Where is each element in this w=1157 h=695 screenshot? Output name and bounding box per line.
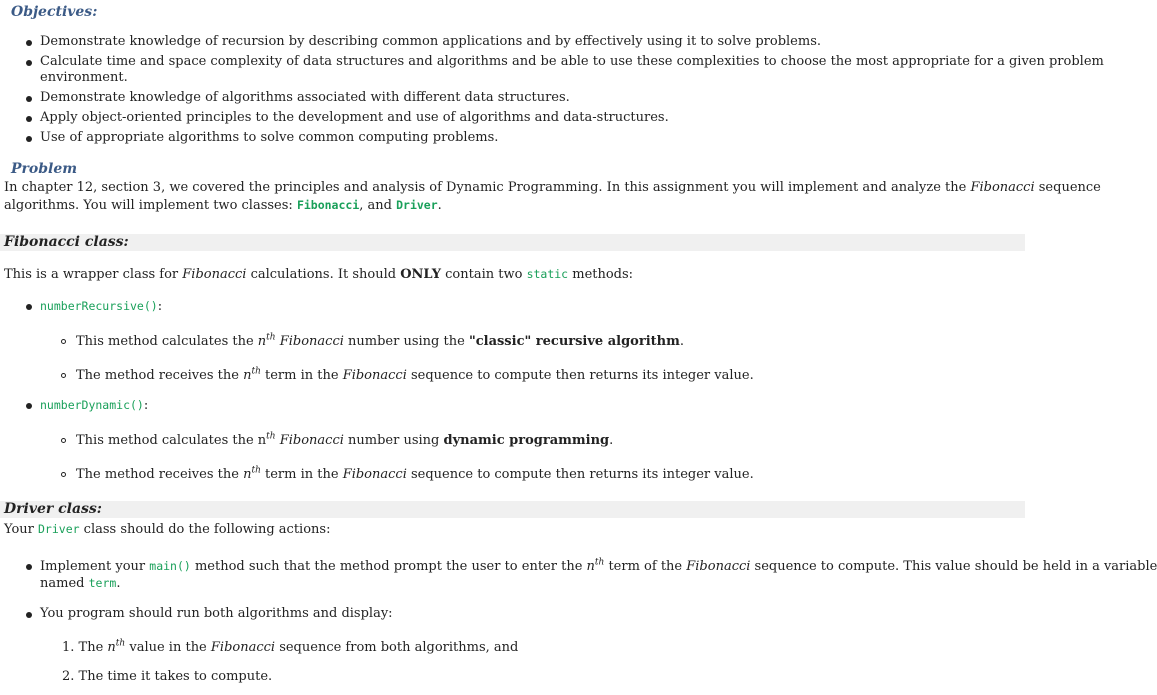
circle-bullet-icon: [61, 373, 66, 378]
method-numberdynamic: numberDynamic():: [40, 398, 149, 413]
bullet-icon: [26, 403, 32, 409]
bullet-icon: [26, 136, 32, 142]
circle-bullet-icon: [61, 339, 66, 344]
method2-desc-1: This method calculates the $n^{th}$ Fibonacci number using dynamic programming.: [76, 431, 614, 448]
method1-desc-2: The method receives the $n^{th}$ term in the Fibonacci sequence to compute then returns its integer value.: [76, 366, 754, 383]
objective-item: Demonstrate knowledge of recursion by describing common applications and by effectively using it to solve problems.: [40, 34, 821, 49]
fib-class-intro: This is a wrapper class for Fibonacci calculations. It should ONLY contain two static methods:: [4, 267, 634, 282]
numbered-item-2: 2. The time it takes to compute.: [62, 669, 273, 684]
driver-bullet-2: You program should run both algorithms and display:: [40, 606, 393, 621]
circle-bullet-icon: [61, 438, 66, 443]
method-numberrecursive: numberRecursive():: [40, 299, 163, 314]
circle-bullet-icon: [61, 472, 66, 477]
method1-desc-1: This method calculates the $n^{th}$ Fibonacci number using the "classic" recursive algorithm.: [76, 332, 684, 349]
bullet-icon: [26, 60, 32, 66]
objective-item: Calculate time and space complexity of data structures and algorithms and be able to use these complexities to choose the most appropriate for a given problem: [40, 54, 1104, 69]
bullet-icon: [26, 40, 32, 46]
problem-heading: Problem: [11, 161, 78, 177]
objective-item: Demonstrate knowledge of algorithms associated with different data structures.: [40, 90, 570, 105]
driver-class-intro: Your Driver class should do the following actions:: [4, 522, 331, 537]
section-band: [0, 234, 1025, 251]
objectives-heading: Objectives:: [11, 4, 98, 20]
section-band: [0, 501, 1025, 518]
bullet-icon: [26, 564, 32, 570]
problem-line-2: algorithms. You will implement two classes: Fibonacci, and Driver.: [4, 198, 442, 213]
objective-item-continued: environment.: [40, 70, 128, 85]
numbered-item-1: 1. The $n^{th}$ value in the Fibonacci sequence from both algorithms, and: [62, 638, 519, 655]
objective-item: Use of appropriate algorithms to solve common computing problems.: [40, 130, 499, 145]
problem-line-1: In chapter 12, section 3, we covered the principles and analysis of Dynamic Programming. In this assignment you will implement and analyze the Fibonacci sequence: [4, 180, 1101, 195]
objective-item: Apply object-oriented principles to the development and use of algorithms and data-structures.: [40, 110, 669, 125]
bullet-icon: [26, 304, 32, 310]
driver-bullet-1-continued: named term.: [40, 576, 121, 591]
bullet-icon: [26, 116, 32, 122]
method2-desc-2: The method receives the $n^{th}$ term in the Fibonacci sequence to compute then returns its integer value.: [76, 465, 754, 482]
driver-bullet-1: Implement your main() method such that the method prompt the user to enter the $n^{th}$ term of the Fibonacci sequence to compute. This value should be held in a variable: [40, 557, 1157, 574]
bullet-icon: [26, 96, 32, 102]
driver-class-heading: Driver class:: [4, 501, 102, 517]
fib-class-heading: Fibonacci class:: [4, 234, 129, 250]
bullet-icon: [26, 612, 32, 618]
